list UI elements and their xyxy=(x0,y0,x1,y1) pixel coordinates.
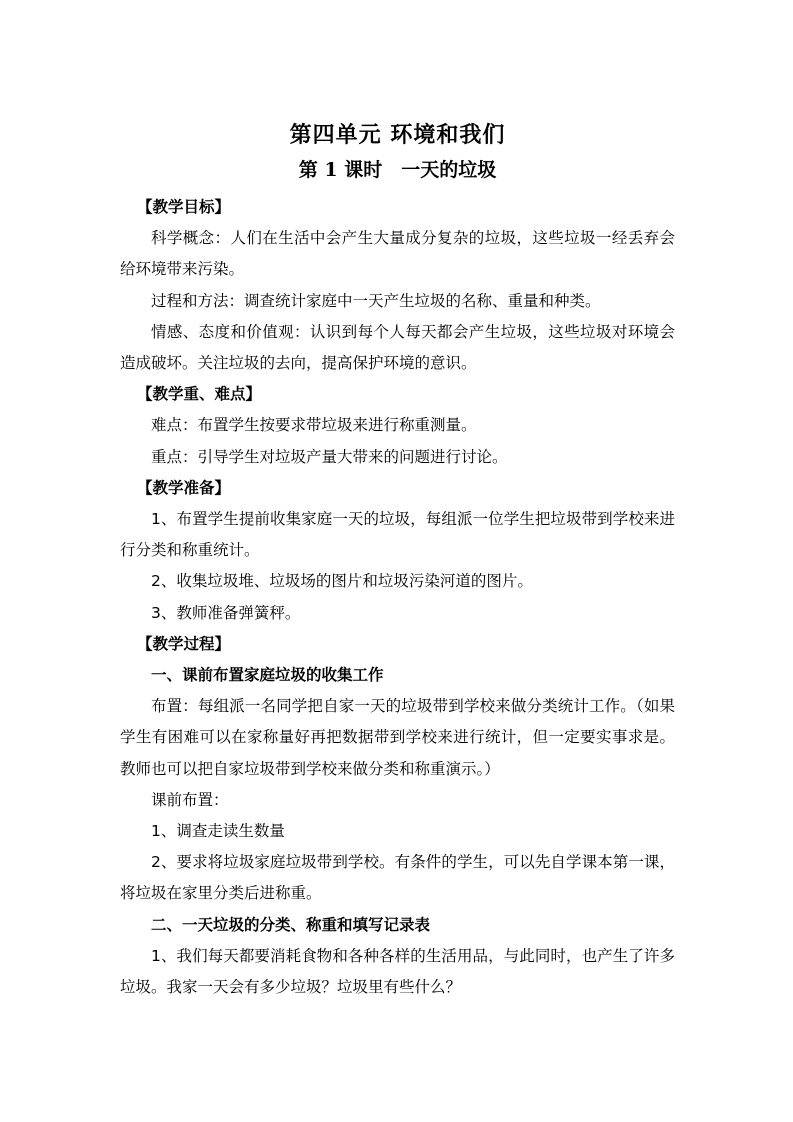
paragraph-daily-garbage-question: 1、我们每天都要消耗食物和各种各样的生活用品，与此同时，也产生了许多垃圾。我家一天会有多少垃圾？垃圾里有些什么？ xyxy=(120,946,675,997)
paragraph-preparation-1: 1、布置学生提前收集家庭一天的垃圾，每组派一位学生把垃圾带到学校来进行分类和称重统计。 xyxy=(120,510,675,560)
paragraph-process-method: 过程和方法：调查统计家庭中一天产生垃圾的名称、重量和种类。 xyxy=(151,291,601,310)
paragraph-focus: 重点：引导学生对垃圾产量大带来的问题进行讨论。 xyxy=(151,447,508,466)
paragraph-arrangement: 布置：每组派一名同学把自家一天的垃圾带到学校来做分类统计工作。（如果学生有困难可以在家称量好再把数据带到学校来进行统计，但一定要实事求是。教师也可以把自家垃圾带到学校来做分类和称重演示。） xyxy=(120,697,675,778)
paragraph-difficulty: 难点：布置学生按要求带垃圾来进行称重测量。 xyxy=(151,416,477,435)
paragraph-preparation-3: 3、教师准备弹簧秤。 xyxy=(151,603,301,622)
subsection-heading-2: 二、一天垃圾的分类、称重和填写记录表 xyxy=(151,915,431,934)
subsection-heading-1: 一、课前布置家庭垃圾的收集工作 xyxy=(151,666,384,685)
paragraph-bring-garbage: 2、要求将垃圾家庭垃圾带到学校。有条件的学生，可以先自学课本第一课，将垃圾在家里分类后进称重。 xyxy=(120,853,675,903)
lesson-subtitle: 第 1 课时 一天的垃圾 xyxy=(298,159,497,181)
paragraph-preparation-2: 2、收集垃圾堆、垃圾场的图片和垃圾污染河道的图片。 xyxy=(151,572,533,591)
paragraph-preclass-arrangement: 课前布置： xyxy=(151,790,229,809)
paragraph-survey-day-students: 1、调查走读生数量 xyxy=(151,822,285,841)
document-page xyxy=(120,118,675,1003)
section-heading-teaching-goals: 【教学目标】 xyxy=(137,198,231,216)
paragraph-science-concept: 科学概念：人们在生活中会产生大量成分复杂的垃圾，这些垃圾一经丢弃会给环境带来污染。 xyxy=(120,229,675,279)
section-heading-key-points: 【教学重、难点】 xyxy=(137,385,262,404)
section-heading-process: 【教学过程】 xyxy=(137,634,231,653)
section-heading-preparation: 【教学准备】 xyxy=(137,478,231,497)
paragraph-emotion-values: 情感、态度和价值观：认识到每个人每天都会产生垃圾，这些垃圾对环境会造成破坏。关注垃圾的去向，提高保护环境的意识。 xyxy=(120,322,675,373)
document-title: 第四单元 环境和我们 xyxy=(289,122,506,148)
